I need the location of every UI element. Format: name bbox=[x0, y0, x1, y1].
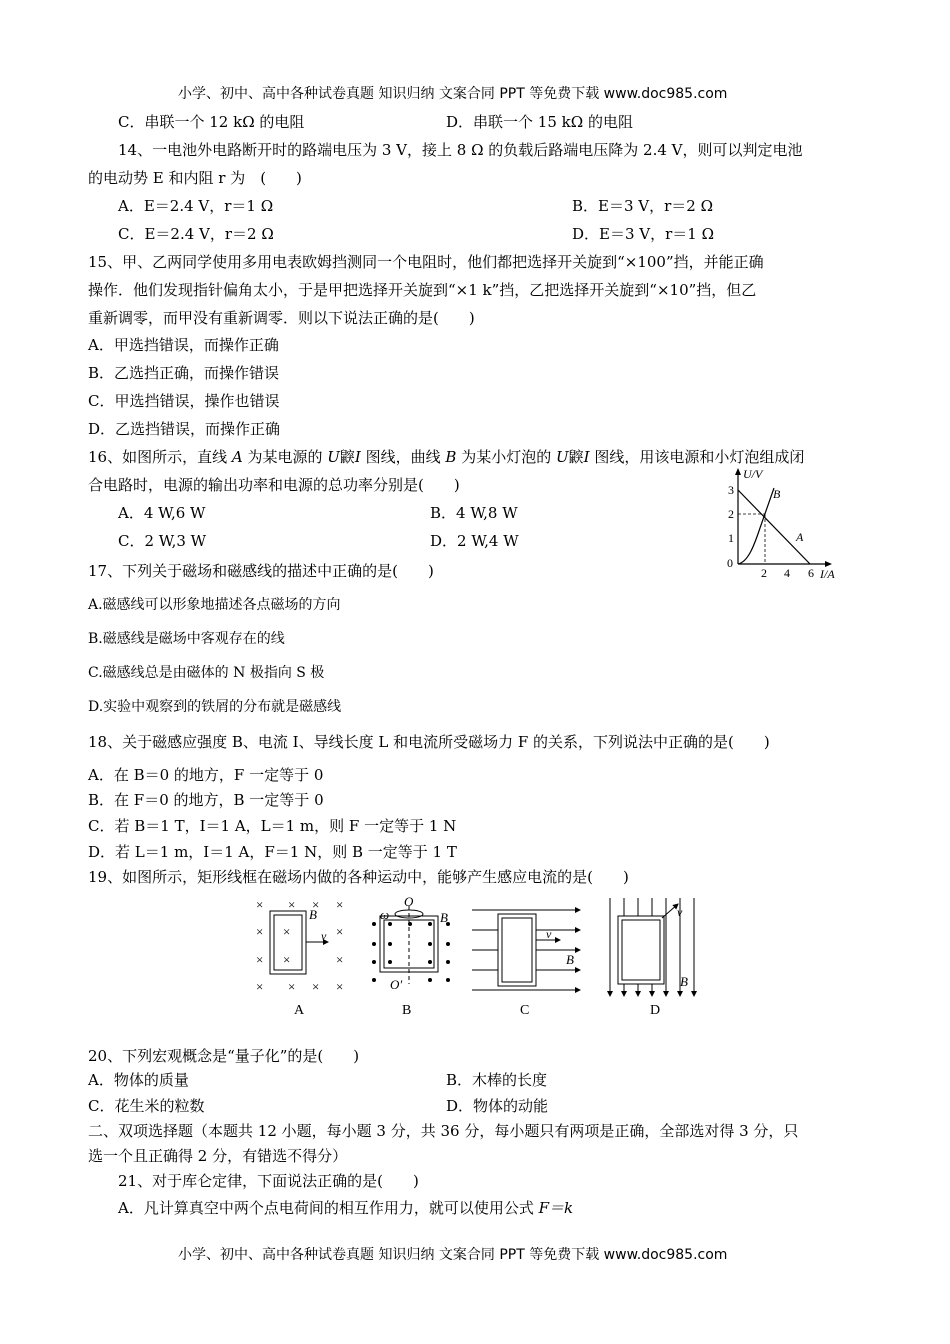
svg-text:×: × bbox=[336, 952, 344, 967]
q13-option-d: D．串联一个 15 kΩ 的电阻 bbox=[446, 113, 633, 131]
graph-label-b: B bbox=[773, 487, 781, 501]
q16-option-c: C．2 W,3 W bbox=[118, 532, 207, 550]
panel-c-v-label: v bbox=[546, 927, 552, 941]
svg-text:×: × bbox=[283, 952, 291, 967]
graph-curve-b bbox=[738, 488, 774, 564]
q19-panel-a bbox=[256, 897, 343, 1018]
q17-option-b: B.磁感线是磁场中客观存在的线 bbox=[88, 631, 285, 647]
graph-origin: 0 bbox=[727, 556, 733, 570]
svg-text:×: × bbox=[288, 897, 296, 912]
graph-line-a bbox=[738, 490, 810, 564]
panel-d-label: D bbox=[650, 1003, 661, 1018]
panel-d-v-label: v bbox=[677, 905, 683, 919]
q19-figure bbox=[250, 892, 700, 1022]
graph-x-tick-4: 4 bbox=[784, 566, 790, 580]
graph-x-tick-2: 2 bbox=[761, 566, 767, 580]
q15-option-a: A．甲选挡错误，而操作正确 bbox=[88, 336, 279, 354]
graph-label-a: A bbox=[796, 530, 804, 544]
q15-stem-line1: 15、甲、乙两同学使用多用电表欧姆挡测同一个电阻时，他们都把选择开关旋到“×100”挡，并能正确 bbox=[88, 253, 764, 271]
q18-option-a: A．在 B＝0 的地方，F 一定等于 0 bbox=[88, 766, 324, 784]
panel-b-omega-label: ω bbox=[380, 907, 390, 922]
q16-option-d: D．2 W,4 W bbox=[430, 532, 519, 550]
svg-text:×: × bbox=[288, 979, 296, 994]
q14-option-a: A．E＝2.4 V，r＝1 Ω bbox=[118, 197, 274, 215]
q19-panel-b bbox=[372, 894, 450, 1018]
svg-text:×: × bbox=[256, 924, 264, 939]
q17-option-c: C.磁感线总是由磁体的 N 极指向 S 极 bbox=[88, 665, 325, 681]
panel-c-frame-outer bbox=[498, 914, 536, 986]
svg-text:×: × bbox=[256, 952, 264, 967]
q16-option-a: A．4 W,6 W bbox=[118, 504, 206, 522]
panel-b-o-label: O bbox=[404, 894, 414, 909]
q19-panel-d bbox=[610, 898, 694, 1018]
svg-text:×: × bbox=[312, 897, 320, 912]
q16-stem-line1: 16、如图所示，直线 A 为某电源的 U鼵I 图线，曲线 B 为某小灯泡的 U鼵I 图线，用该电源和小灯泡组成闭 bbox=[88, 448, 805, 466]
page-header: 小学、初中、高中各种试卷真题 知识归纳 文案合同 PPT 等免费下载 www.doc985.com bbox=[178, 86, 728, 102]
panel-d-b-label: B bbox=[680, 974, 688, 989]
panel-b-oprime-label: O′ bbox=[390, 977, 403, 992]
q17-option-d: D.实验中观察到的铁屑的分布就是磁感线 bbox=[88, 699, 342, 715]
panel-a-field-x bbox=[256, 897, 343, 994]
graph-x-label: I/A bbox=[820, 567, 835, 580]
svg-text:×: × bbox=[256, 979, 264, 994]
panel-d-frame-outer bbox=[618, 916, 664, 984]
q16-stem-line2: 合电路时，电源的输出功率和电源的总功率分别是( ) bbox=[88, 476, 460, 494]
q17-option-a: A.磁感线可以形象地描述各点磁场的方向 bbox=[88, 597, 341, 613]
q14-stem-line1: 14、一电池外电路断开时的路端电压为 3 V，接上 8 Ω 的负载后路端电压降为 2.4 V，则可以判定电池 bbox=[118, 141, 803, 159]
graph-y-label: U/V bbox=[743, 467, 763, 481]
q20-option-c: C．花生米的粒数 bbox=[88, 1097, 205, 1115]
q19-panel-c bbox=[472, 910, 580, 1018]
q18-option-b: B．在 F＝0 的地方，B 一定等于 0 bbox=[88, 791, 324, 809]
graph-x-tick-6: 6 bbox=[808, 566, 814, 580]
q15-option-c: C．甲选挡错误，操作也错误 bbox=[88, 392, 280, 410]
q16-ui-graph bbox=[724, 466, 846, 580]
svg-text:×: × bbox=[256, 897, 264, 912]
q14-option-c: C．E＝2.4 V，r＝2 Ω bbox=[118, 225, 274, 243]
svg-text:×: × bbox=[336, 897, 344, 912]
panel-c-b-label: B bbox=[566, 952, 574, 967]
q14-stem-line2: 的电动势 E 和内阻 r 为 ( ) bbox=[88, 169, 302, 187]
svg-text:×: × bbox=[336, 979, 344, 994]
q15-stem-line3: 重新调零，而甲没有重新调零．则以下说法正确的是( ) bbox=[88, 309, 475, 327]
q18-option-d: D．若 L＝1 m，I＝1 A，F＝1 N，则 B 一定等于 1 T bbox=[88, 843, 457, 861]
q21-stem: 21、对于库仑定律，下面说法正确的是( ) bbox=[118, 1172, 419, 1190]
section2-heading-line2: 选一个且正确得 2 分，有错选不得分） bbox=[88, 1147, 348, 1165]
graph-y-tick-3: 3 bbox=[728, 483, 734, 497]
q21-option-a: A．凡计算真空中两个点电荷间的相互作用力，就可以使用公式 F＝k bbox=[118, 1199, 574, 1217]
q14-option-d: D．E＝3 V，r＝1 Ω bbox=[572, 225, 715, 243]
q16-option-b: B．4 W,8 W bbox=[430, 504, 518, 522]
q18-stem: 18、关于磁感应强度 B、电流 I、导线长度 L 和电流所受磁场力 F 的关系，下列说法中正确的是( ) bbox=[88, 733, 770, 751]
svg-text:×: × bbox=[283, 924, 291, 939]
q14-option-b: B．E＝3 V，r＝2 Ω bbox=[572, 197, 714, 215]
svg-text:×: × bbox=[312, 979, 320, 994]
q20-option-b: B．木棒的长度 bbox=[446, 1071, 548, 1089]
svg-text:×: × bbox=[336, 924, 344, 939]
graph-y-arrow bbox=[735, 468, 741, 475]
q20-option-d: D．物体的动能 bbox=[446, 1097, 549, 1115]
q15-option-d: D．乙选挡错误，而操作正确 bbox=[88, 420, 281, 438]
q19-stem: 19、如图所示，矩形线框在磁场内做的各种运动中，能够产生感应电流的是( ) bbox=[88, 868, 629, 886]
page-footer: 小学、初中、高中各种试卷真题 知识归纳 文案合同 PPT 等免费下载 www.doc985.com bbox=[178, 1247, 728, 1263]
section2-heading-line1: 二、双项选择题（本题共 12 小题，每小题 3 分，共 36 分，每小题只有两项是正确，全部选对得 3 分，只 bbox=[88, 1122, 799, 1140]
panel-a-b-label: B bbox=[309, 907, 317, 922]
q20-option-a: A．物体的质量 bbox=[88, 1071, 189, 1089]
q20-stem: 20、下列宏观概念是“量子化”的是( ) bbox=[88, 1047, 360, 1065]
graph-y-tick-2: 2 bbox=[728, 507, 734, 521]
q15-option-b: B．乙选挡正确，而操作错误 bbox=[88, 364, 280, 382]
q18-option-c: C．若 B＝1 T，I＝1 A，L＝1 m，则 F 一定等于 1 N bbox=[88, 817, 457, 835]
panel-b-label: B bbox=[402, 1003, 412, 1018]
panel-b-b-label: B bbox=[440, 910, 448, 925]
q13-option-c: C．串联一个 12 kΩ 的电阻 bbox=[118, 113, 305, 131]
panel-c-label: C bbox=[520, 1003, 530, 1018]
panel-a-label: A bbox=[294, 1003, 305, 1018]
q15-stem-line2: 操作．他们发现指针偏角太小，于是甲把选择开关旋到“×1 k”挡，乙把选择开关旋到“×10”挡，但乙 bbox=[88, 281, 757, 299]
q17-stem: 17、下列关于磁场和磁感线的描述中正确的是( ) bbox=[88, 562, 434, 580]
panel-a-v-label: v bbox=[321, 929, 327, 943]
panel-d-velocity-arrow bbox=[662, 904, 678, 918]
graph-y-tick-1: 1 bbox=[728, 531, 734, 545]
